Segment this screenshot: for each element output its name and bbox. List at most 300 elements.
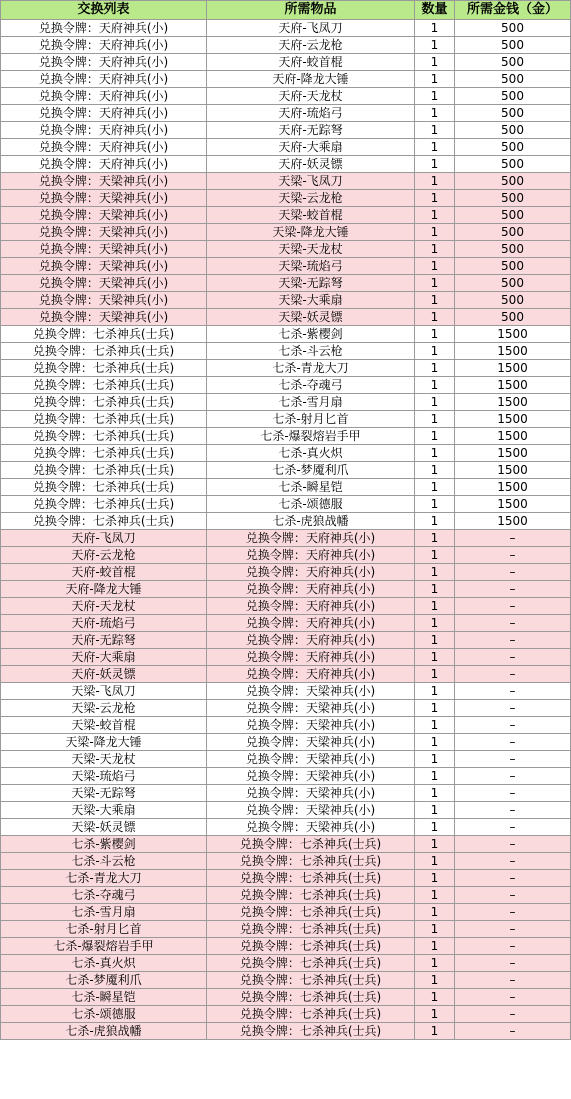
quantity-cell: 1 — [415, 224, 455, 241]
required-item-cell: 兑换令牌：天梁神兵(小) — [207, 802, 415, 819]
gold-cost-cell: 1500 — [455, 377, 571, 394]
gold-cost-cell: – — [455, 632, 571, 649]
gold-cost-cell: – — [455, 717, 571, 734]
table-row — [1, 343, 571, 360]
gold-cost-cell: – — [455, 836, 571, 853]
quantity-cell: 1 — [415, 547, 455, 564]
quantity-cell: 1 — [415, 173, 455, 190]
table-row — [1, 496, 571, 513]
gold-cost-cell: – — [455, 598, 571, 615]
exchange-item-cell: 兑换令牌：七杀神兵(士兵) — [1, 428, 207, 445]
exchange-item-cell: 天梁-降龙大锤 — [1, 734, 207, 751]
table-row — [1, 972, 571, 989]
table-row — [1, 547, 571, 564]
exchange-item-cell: 兑换令牌：天府神兵(小) — [1, 122, 207, 139]
header-required-gold: 所需金钱（金） — [455, 1, 571, 20]
gold-cost-cell: 500 — [455, 224, 571, 241]
gold-cost-cell: – — [455, 802, 571, 819]
quantity-cell: 1 — [415, 394, 455, 411]
required-item-cell: 天梁-云龙枪 — [207, 190, 415, 207]
table-row — [1, 411, 571, 428]
gold-cost-cell: – — [455, 547, 571, 564]
exchange-item-cell: 兑换令牌：天梁神兵(小) — [1, 275, 207, 292]
gold-cost-cell: 500 — [455, 88, 571, 105]
table-row — [1, 683, 571, 700]
quantity-cell: 1 — [415, 258, 455, 275]
exchange-item-cell: 七杀-真火炽 — [1, 955, 207, 972]
exchange-item-cell: 天府-琉焰弓 — [1, 615, 207, 632]
required-item-cell: 兑换令牌：天府神兵(小) — [207, 632, 415, 649]
quantity-cell: 1 — [415, 326, 455, 343]
quantity-cell: 1 — [415, 734, 455, 751]
gold-cost-cell: 1500 — [455, 496, 571, 513]
gold-cost-cell: 500 — [455, 37, 571, 54]
exchange-item-cell: 兑换令牌：七杀神兵(士兵) — [1, 496, 207, 513]
table-row — [1, 530, 571, 547]
table-row — [1, 37, 571, 54]
header-required-item: 所需物品 — [207, 1, 415, 20]
quantity-cell: 1 — [415, 938, 455, 955]
exchange-item-cell: 兑换令牌：天梁神兵(小) — [1, 309, 207, 326]
gold-cost-cell: – — [455, 649, 571, 666]
exchange-item-cell: 天府-降龙大锤 — [1, 581, 207, 598]
gold-cost-cell: – — [455, 700, 571, 717]
table-row — [1, 122, 571, 139]
gold-cost-cell: 500 — [455, 207, 571, 224]
gold-cost-cell: – — [455, 921, 571, 938]
exchange-item-cell: 天梁-无踪弩 — [1, 785, 207, 802]
exchange-item-cell: 天府-无踪弩 — [1, 632, 207, 649]
required-item-cell: 天梁-天龙杖 — [207, 241, 415, 258]
table-row — [1, 479, 571, 496]
quantity-cell: 1 — [415, 377, 455, 394]
quantity-cell: 1 — [415, 921, 455, 938]
quantity-cell: 1 — [415, 462, 455, 479]
exchange-item-cell: 兑换令牌：七杀神兵(士兵) — [1, 513, 207, 530]
table-row — [1, 190, 571, 207]
required-item-cell: 兑换令牌：天梁神兵(小) — [207, 683, 415, 700]
quantity-cell: 1 — [415, 71, 455, 88]
quantity-cell: 1 — [415, 156, 455, 173]
gold-cost-cell: – — [455, 904, 571, 921]
gold-cost-cell: 500 — [455, 105, 571, 122]
required-item-cell: 七杀-射月匕首 — [207, 411, 415, 428]
required-item-cell: 兑换令牌：天府神兵(小) — [207, 598, 415, 615]
quantity-cell: 1 — [415, 649, 455, 666]
exchange-item-cell: 七杀-夺魂弓 — [1, 887, 207, 904]
exchange-item-cell: 兑换令牌：天梁神兵(小) — [1, 190, 207, 207]
required-item-cell: 七杀-真火炽 — [207, 445, 415, 462]
table-row — [1, 819, 571, 836]
gold-cost-cell: – — [455, 972, 571, 989]
quantity-cell: 1 — [415, 496, 455, 513]
table-row — [1, 581, 571, 598]
gold-cost-cell: – — [455, 581, 571, 598]
quantity-cell: 1 — [415, 54, 455, 71]
quantity-cell: 1 — [415, 666, 455, 683]
table-row — [1, 71, 571, 88]
quantity-cell: 1 — [415, 479, 455, 496]
exchange-item-cell: 兑换令牌：七杀神兵(士兵) — [1, 462, 207, 479]
table-row — [1, 632, 571, 649]
table-row — [1, 54, 571, 71]
table-row — [1, 394, 571, 411]
table-row — [1, 241, 571, 258]
quantity-cell: 1 — [415, 105, 455, 122]
required-item-cell: 七杀-紫樱剑 — [207, 326, 415, 343]
required-item-cell: 七杀-梦魇利爪 — [207, 462, 415, 479]
required-item-cell: 天梁-妖灵镖 — [207, 309, 415, 326]
required-item-cell: 兑换令牌：七杀神兵(士兵) — [207, 972, 415, 989]
required-item-cell: 天府-天龙杖 — [207, 88, 415, 105]
exchange-item-cell: 兑换令牌：天府神兵(小) — [1, 20, 207, 37]
required-item-cell: 天府-大乘扇 — [207, 139, 415, 156]
exchange-item-cell: 七杀-虎狼战幡 — [1, 1023, 207, 1040]
required-item-cell: 天府-妖灵镖 — [207, 156, 415, 173]
exchange-item-cell: 兑换令牌：天梁神兵(小) — [1, 292, 207, 309]
required-item-cell: 兑换令牌：天梁神兵(小) — [207, 785, 415, 802]
quantity-cell: 1 — [415, 904, 455, 921]
quantity-cell: 1 — [415, 836, 455, 853]
exchange-item-cell: 兑换令牌：天梁神兵(小) — [1, 224, 207, 241]
gold-cost-cell: 500 — [455, 258, 571, 275]
table-row — [1, 326, 571, 343]
required-item-cell: 兑换令牌：七杀神兵(士兵) — [207, 836, 415, 853]
gold-cost-cell: 1500 — [455, 428, 571, 445]
table-row — [1, 360, 571, 377]
quantity-cell: 1 — [415, 683, 455, 700]
exchange-item-cell: 天梁-大乘扇 — [1, 802, 207, 819]
gold-cost-cell: – — [455, 785, 571, 802]
table-row — [1, 309, 571, 326]
gold-cost-cell: 1500 — [455, 445, 571, 462]
gold-cost-cell: – — [455, 683, 571, 700]
table-row — [1, 955, 571, 972]
quantity-cell: 1 — [415, 955, 455, 972]
required-item-cell: 兑换令牌：天府神兵(小) — [207, 564, 415, 581]
gold-cost-cell: 500 — [455, 309, 571, 326]
quantity-cell: 1 — [415, 853, 455, 870]
gold-cost-cell: 500 — [455, 241, 571, 258]
required-item-cell: 兑换令牌：七杀神兵(士兵) — [207, 938, 415, 955]
gold-cost-cell: – — [455, 1006, 571, 1023]
quantity-cell: 1 — [415, 292, 455, 309]
exchange-item-cell: 天府-飞凤刀 — [1, 530, 207, 547]
quantity-cell: 1 — [415, 802, 455, 819]
quantity-cell: 1 — [415, 972, 455, 989]
gold-cost-cell: – — [455, 768, 571, 785]
required-item-cell: 七杀-虎狼战幡 — [207, 513, 415, 530]
gold-cost-cell: – — [455, 853, 571, 870]
exchange-item-cell: 兑换令牌：七杀神兵(士兵) — [1, 360, 207, 377]
table-row — [1, 292, 571, 309]
quantity-cell: 1 — [415, 428, 455, 445]
exchange-item-cell: 兑换令牌：七杀神兵(士兵) — [1, 411, 207, 428]
table-row — [1, 513, 571, 530]
required-item-cell: 天府-琉焰弓 — [207, 105, 415, 122]
exchange-item-cell: 天府-天龙杖 — [1, 598, 207, 615]
required-item-cell: 兑换令牌：七杀神兵(士兵) — [207, 921, 415, 938]
table-row — [1, 139, 571, 156]
table-row — [1, 462, 571, 479]
table-row — [1, 258, 571, 275]
gold-cost-cell: 500 — [455, 275, 571, 292]
gold-cost-cell: 1500 — [455, 462, 571, 479]
required-item-cell: 天梁-无踪弩 — [207, 275, 415, 292]
gold-cost-cell: – — [455, 819, 571, 836]
gold-cost-cell: – — [455, 955, 571, 972]
required-item-cell: 兑换令牌：天梁神兵(小) — [207, 819, 415, 836]
required-item-cell: 天府-飞凤刀 — [207, 20, 415, 37]
exchange-item-cell: 兑换令牌：七杀神兵(士兵) — [1, 343, 207, 360]
required-item-cell: 天府-降龙大锤 — [207, 71, 415, 88]
quantity-cell: 1 — [415, 37, 455, 54]
exchange-item-cell: 兑换令牌：天梁神兵(小) — [1, 258, 207, 275]
quantity-cell: 1 — [415, 717, 455, 734]
required-item-cell: 兑换令牌：七杀神兵(士兵) — [207, 989, 415, 1006]
quantity-cell: 1 — [415, 564, 455, 581]
quantity-cell: 1 — [415, 581, 455, 598]
quantity-cell: 1 — [415, 870, 455, 887]
exchange-item-cell: 天府-云龙枪 — [1, 547, 207, 564]
required-item-cell: 兑换令牌：七杀神兵(士兵) — [207, 1006, 415, 1023]
exchange-item-cell: 七杀-瞬星铠 — [1, 989, 207, 1006]
exchange-item-cell: 天梁-天龙杖 — [1, 751, 207, 768]
gold-cost-cell: 500 — [455, 20, 571, 37]
table-row — [1, 207, 571, 224]
table-row — [1, 224, 571, 241]
required-item-cell: 七杀-雪月扇 — [207, 394, 415, 411]
gold-cost-cell: 1500 — [455, 343, 571, 360]
table-row — [1, 105, 571, 122]
required-item-cell: 天府-云龙枪 — [207, 37, 415, 54]
quantity-cell: 1 — [415, 411, 455, 428]
exchange-item-cell: 兑换令牌：天府神兵(小) — [1, 139, 207, 156]
exchange-item-cell: 兑换令牌：七杀神兵(士兵) — [1, 479, 207, 496]
gold-cost-cell: 500 — [455, 156, 571, 173]
quantity-cell: 1 — [415, 598, 455, 615]
table-row — [1, 445, 571, 462]
table-row — [1, 768, 571, 785]
exchange-item-cell: 兑换令牌：天府神兵(小) — [1, 37, 207, 54]
required-item-cell: 兑换令牌：天梁神兵(小) — [207, 768, 415, 785]
table-row — [1, 921, 571, 938]
exchange-item-cell: 天梁-飞凤刀 — [1, 683, 207, 700]
gold-cost-cell: – — [455, 530, 571, 547]
required-item-cell: 兑换令牌：天梁神兵(小) — [207, 700, 415, 717]
quantity-cell: 1 — [415, 751, 455, 768]
gold-cost-cell: – — [455, 615, 571, 632]
table-row — [1, 615, 571, 632]
gold-cost-cell: 500 — [455, 54, 571, 71]
required-item-cell: 兑换令牌：七杀神兵(士兵) — [207, 955, 415, 972]
gold-cost-cell: 500 — [455, 122, 571, 139]
quantity-cell: 1 — [415, 1023, 455, 1040]
quantity-cell: 1 — [415, 122, 455, 139]
table-row — [1, 1023, 571, 1040]
exchange-item-cell: 七杀-雪月扇 — [1, 904, 207, 921]
table-row — [1, 802, 571, 819]
quantity-cell: 1 — [415, 275, 455, 292]
exchange-item-cell: 兑换令牌：天梁神兵(小) — [1, 173, 207, 190]
header-exchange-list: 交换列表 — [1, 1, 207, 20]
required-item-cell: 兑换令牌：天梁神兵(小) — [207, 717, 415, 734]
quantity-cell: 1 — [415, 989, 455, 1006]
exchange-item-cell: 兑换令牌：七杀神兵(士兵) — [1, 394, 207, 411]
exchange-item-cell: 七杀-青龙大刀 — [1, 870, 207, 887]
required-item-cell: 天府-蛟首棍 — [207, 54, 415, 71]
quantity-cell: 1 — [415, 615, 455, 632]
table-body — [1, 20, 571, 1040]
gold-cost-cell: 1500 — [455, 394, 571, 411]
gold-cost-cell: 1500 — [455, 479, 571, 496]
required-item-cell: 兑换令牌：天府神兵(小) — [207, 530, 415, 547]
quantity-cell: 1 — [415, 513, 455, 530]
table-row — [1, 989, 571, 1006]
required-item-cell: 兑换令牌：天府神兵(小) — [207, 666, 415, 683]
exchange-item-cell: 天梁-琉焰弓 — [1, 768, 207, 785]
required-item-cell: 兑换令牌：天府神兵(小) — [207, 615, 415, 632]
table-row — [1, 717, 571, 734]
required-item-cell: 七杀-斗云枪 — [207, 343, 415, 360]
quantity-cell: 1 — [415, 887, 455, 904]
exchange-item-cell: 兑换令牌：七杀神兵(士兵) — [1, 377, 207, 394]
quantity-cell: 1 — [415, 445, 455, 462]
required-item-cell: 兑换令牌：天府神兵(小) — [207, 547, 415, 564]
quantity-cell: 1 — [415, 88, 455, 105]
gold-cost-cell: – — [455, 938, 571, 955]
header-quantity: 数量 — [415, 1, 455, 20]
table-row — [1, 887, 571, 904]
gold-cost-cell: 1500 — [455, 411, 571, 428]
required-item-cell: 天梁-大乘扇 — [207, 292, 415, 309]
exchange-item-cell: 七杀-梦魇利爪 — [1, 972, 207, 989]
table-row — [1, 666, 571, 683]
table-row — [1, 156, 571, 173]
quantity-cell: 1 — [415, 207, 455, 224]
gold-cost-cell: 1500 — [455, 360, 571, 377]
table-row — [1, 20, 571, 37]
table-row — [1, 1006, 571, 1023]
gold-cost-cell: 500 — [455, 173, 571, 190]
table-row — [1, 904, 571, 921]
table-row — [1, 870, 571, 887]
header-row — [1, 1, 571, 20]
exchange-item-cell: 兑换令牌：七杀神兵(士兵) — [1, 445, 207, 462]
exchange-item-cell: 天府-蛟首棍 — [1, 564, 207, 581]
required-item-cell: 兑换令牌：天府神兵(小) — [207, 649, 415, 666]
required-item-cell: 兑换令牌：天梁神兵(小) — [207, 751, 415, 768]
quantity-cell: 1 — [415, 632, 455, 649]
exchange-item-cell: 兑换令牌：天府神兵(小) — [1, 88, 207, 105]
gold-cost-cell: – — [455, 734, 571, 751]
quantity-cell: 1 — [415, 139, 455, 156]
required-item-cell: 七杀-瞬星铠 — [207, 479, 415, 496]
quantity-cell: 1 — [415, 768, 455, 785]
gold-cost-cell: – — [455, 1023, 571, 1040]
required-item-cell: 兑换令牌：天府神兵(小) — [207, 581, 415, 598]
table-row — [1, 836, 571, 853]
exchange-item-cell: 兑换令牌：七杀神兵(士兵) — [1, 326, 207, 343]
exchange-item-cell: 兑换令牌：天梁神兵(小) — [1, 241, 207, 258]
exchange-item-cell: 兑换令牌：天梁神兵(小) — [1, 207, 207, 224]
exchange-item-cell: 七杀-紫樱剑 — [1, 836, 207, 853]
required-item-cell: 兑换令牌：七杀神兵(士兵) — [207, 887, 415, 904]
exchange-item-cell: 兑换令牌：天府神兵(小) — [1, 156, 207, 173]
exchange-item-cell: 兑换令牌：天府神兵(小) — [1, 105, 207, 122]
gold-cost-cell: – — [455, 564, 571, 581]
table-row — [1, 938, 571, 955]
table-row — [1, 377, 571, 394]
gold-cost-cell: – — [455, 751, 571, 768]
gold-cost-cell: – — [455, 989, 571, 1006]
quantity-cell: 1 — [415, 241, 455, 258]
table-row — [1, 853, 571, 870]
exchange-item-cell: 兑换令牌：天府神兵(小) — [1, 54, 207, 71]
table-row — [1, 734, 571, 751]
required-item-cell: 七杀-青龙大刀 — [207, 360, 415, 377]
required-item-cell: 兑换令牌：七杀神兵(士兵) — [207, 904, 415, 921]
required-item-cell: 天梁-飞凤刀 — [207, 173, 415, 190]
table-row — [1, 88, 571, 105]
table-row — [1, 564, 571, 581]
gold-cost-cell: – — [455, 887, 571, 904]
exchange-item-cell: 天梁-蛟首棍 — [1, 717, 207, 734]
exchange-item-cell: 七杀-颂德服 — [1, 1006, 207, 1023]
gold-cost-cell: – — [455, 666, 571, 683]
quantity-cell: 1 — [415, 343, 455, 360]
table-row — [1, 649, 571, 666]
table-row — [1, 173, 571, 190]
quantity-cell: 1 — [415, 700, 455, 717]
required-item-cell: 天府-无踪弩 — [207, 122, 415, 139]
gold-cost-cell: 500 — [455, 292, 571, 309]
exchange-item-cell: 天府-大乘扇 — [1, 649, 207, 666]
exchange-item-cell: 天府-妖灵镖 — [1, 666, 207, 683]
gold-cost-cell: 500 — [455, 139, 571, 156]
table-row — [1, 700, 571, 717]
gold-cost-cell: 500 — [455, 71, 571, 88]
exchange-item-cell: 天梁-云龙枪 — [1, 700, 207, 717]
required-item-cell: 天梁-琉焰弓 — [207, 258, 415, 275]
exchange-item-cell: 七杀-射月匕首 — [1, 921, 207, 938]
required-item-cell: 七杀-爆裂熔岩手甲 — [207, 428, 415, 445]
exchange-item-cell: 七杀-斗云枪 — [1, 853, 207, 870]
required-item-cell: 天梁-降龙大锤 — [207, 224, 415, 241]
required-item-cell: 兑换令牌：七杀神兵(士兵) — [207, 870, 415, 887]
table-row — [1, 598, 571, 615]
required-item-cell: 天梁-蛟首棍 — [207, 207, 415, 224]
quantity-cell: 1 — [415, 309, 455, 326]
quantity-cell: 1 — [415, 819, 455, 836]
table-row — [1, 751, 571, 768]
gold-cost-cell: 1500 — [455, 513, 571, 530]
required-item-cell: 兑换令牌：七杀神兵(士兵) — [207, 853, 415, 870]
table-row — [1, 785, 571, 802]
gold-cost-cell: 1500 — [455, 326, 571, 343]
table-row — [1, 275, 571, 292]
gold-cost-cell: 500 — [455, 190, 571, 207]
quantity-cell: 1 — [415, 785, 455, 802]
exchange-item-cell: 兑换令牌：天府神兵(小) — [1, 71, 207, 88]
quantity-cell: 1 — [415, 190, 455, 207]
required-item-cell: 七杀-夺魂弓 — [207, 377, 415, 394]
gold-cost-cell: – — [455, 870, 571, 887]
required-item-cell: 七杀-颂德服 — [207, 496, 415, 513]
quantity-cell: 1 — [415, 20, 455, 37]
required-item-cell: 兑换令牌：天梁神兵(小) — [207, 734, 415, 751]
quantity-cell: 1 — [415, 360, 455, 377]
